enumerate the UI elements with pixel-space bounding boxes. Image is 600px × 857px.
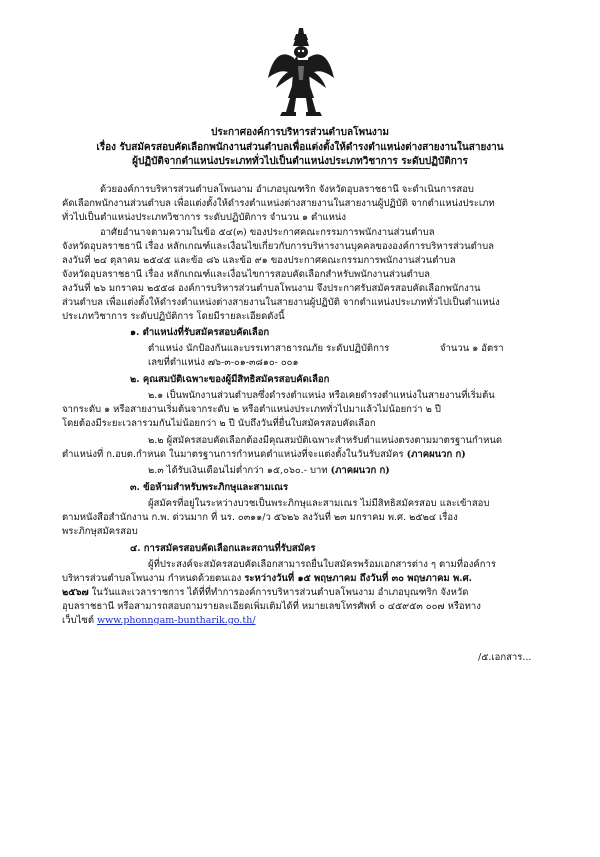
position-number: เลขที่ตำแหน่ง ๗๖-๓-๐๑-๓๘๑๐- ๐๐๑ <box>148 357 299 368</box>
intro-line-3: ทั่วไปเป็นตำแหน่งประเภทวิชาการ ระดับปฏิบัติการ จำนวน ๑ ตำแหน่ง <box>62 212 347 223</box>
monk-restriction-line-3: พระภิกษุสมัครสอบ <box>62 526 138 537</box>
announcement-title: ประกาศองค์การบริหารส่วนตำบลโพนงาม <box>210 127 390 138</box>
intro-line-1: ด้วยองค์การบริหารส่วนตำบลโพนงาม อำเภอบุณฑริก จังหวัดอุบลราชธานี จะดำเนินการสอบ <box>100 184 474 195</box>
website-link[interactable]: www.phonngam-buntharik.go.th/ <box>97 615 256 626</box>
application-line-5: เว็บไซต์ www.phonngam-buntharik.go.th/ <box>62 615 256 626</box>
continuation-marker: /๕.เอกสาร... <box>478 652 532 663</box>
authority-line-6: ส่วนตำบล เพื่อแต่งตั้งให้ดำรงตำแหน่งต่างสายงานในสายงานผู้ปฏิบัติ จากตำแหน่งประเภททั่วไปเป็นตำแหน่ง <box>62 297 500 308</box>
application-line-2: บริหารส่วนตำบลโพนงาม กำหนดด้วยตนเอง ระหว่างวันที่ ๑๕ พฤษภาคม ถึงวันที่ ๓๐ พฤษภาคม พ.ศ. <box>62 573 472 584</box>
authority-line-7: ประเภทวิชาการ ระดับปฏิบัติการ โดยมีรายละเอียดดังนี้ <box>62 311 285 322</box>
monk-restriction-line-1: ผู้สมัครที่อยู่ในระหว่างบวชเป็นพระภิกษุและสามเณร ไม่มีสิทธิสมัครสอบ และเข้าสอบ <box>148 498 490 509</box>
monk-restriction-line-2: ตามหนังสือสำนักงาน ก.พ. ด่วนมาก ที่ นร. ๐๓๑๑/ว ๕๖๒๖ ลงวันที่ ๒๓ มกราคม พ.ศ. ๒๕๒๔ เรื่อง <box>62 512 458 523</box>
authority-line-3: ลงวันที่ ๒๔ ตุลาคม ๒๕๔๕ และข้อ ๘๖ และข้อ ๙๑ ของประกาศคณะกรรมการพนักงานส่วนตำบล <box>62 255 456 266</box>
application-period: ระหว่างวันที่ ๑๕ พฤษภาคม ถึงวันที่ ๓๐ พฤษภาคม พ.ศ. <box>244 573 472 584</box>
position-count: จำนวน ๑ อัตรา <box>440 343 504 354</box>
qualification-2-line-2: ตำแหน่งที่ ก.อบต.กำหนด ในมาตรฐานการกำหนดตำแหน่งที่จะแต่งตั้งในวันรับสมัคร (ภาคผนวก ก) <box>62 449 466 460</box>
subject-line-1: เรื่อง รับสมัครสอบคัดเลือกพนักงานส่วนตำบลเพื่อแต่งตั้งให้ดำรงตำแหน่งต่างสายงานในสายงาน <box>96 142 504 153</box>
section-3-heading: ๓. ข้อห้ามสำหรับพระภิกษุและสามเณร <box>130 482 289 493</box>
intro-line-2: คัดเลือกพนักงานส่วนตำบล เพื่อแต่งตั้งให้ดำรงตำแหน่งต่างสายงานในสายงานผู้ปฏิบัติ จากตำแหน่งประเภท <box>62 198 495 209</box>
application-line-4: อุบลราชธานี หรือสามารถสอบถามรายละเอียดเพิ่มเติมได้ที่ หมายเลขโทรศัพท์ ๐ ๔๕๙๕๓ ๐๐๗ หรือทาง <box>62 601 481 612</box>
header-divider <box>170 168 430 169</box>
garuda-emblem-icon <box>266 26 336 118</box>
appendix-ref: (ภาคผนวก ก) <box>330 465 390 476</box>
qualification-3: ๒.๓ ได้รับเงินเดือนไม่ต่ำกว่า ๑๕,๐๖๐.- บาท (ภาคผนวก ก) <box>148 465 390 476</box>
authority-line-4: จังหวัดอุบลราชธานี เรื่อง หลักเกณฑ์และเงื่อนไขการสอบคัดเลือกสำหรับพนักงานส่วนตำบล <box>62 269 430 280</box>
qualification-1-line-1: ๒.๑ เป็นพนักงานส่วนตำบลซึ่งดำรงตำแหน่ง หรือเคยดำรงตำแหน่งในสายงานที่เริ่มต้น <box>148 390 495 401</box>
authority-line-2: จังหวัดอุบลราชธานี เรื่อง หลักเกณฑ์และเงื่อนไขเกี่ยวกับการบริหารงานบุคคลขององค์การบริหารส่วนตำบล <box>62 241 494 252</box>
section-2-heading: ๒. คุณสมบัติเฉพาะของผู้มีสิทธิสมัครสอบคัดเลือก <box>130 374 330 385</box>
qualification-2-line-1: ๒.๒ ผู้สมัครสอบคัดเลือกต้องมีคุณสมบัติเฉพาะสำหรับตำแหน่งตรงตามมาตรฐานกำหนด <box>148 435 503 446</box>
subject-line-2: ผู้ปฏิบัติจากตำแหน่งประเภททั่วไปเป็นตำแหน่งประเภทวิชาการ ระดับปฏิบัติการ <box>132 156 468 167</box>
position-name: ตำแหน่ง นักป้องกันและบรรเทาสาธารณภัย ระดับปฏิบัติการ <box>148 343 390 354</box>
application-line-1: ผู้ที่ประสงค์จะสมัครสอบคัดเลือกสามารถยื่นใบสมัครพร้อมเอกสารต่าง ๆ ตามที่องค์การ <box>148 559 496 570</box>
authority-line-5: ลงวันที่ ๒๖ มกราคม ๒๕๕๘ องค์การบริหารส่วนตำบลโพนงาม จึงประกาศรับสมัครสอบคัดเลือกพนักงาน <box>62 283 481 294</box>
qualification-1-line-2: จากระดับ ๑ หรือสายงานเริ่มต้นจากระดับ ๒ หรือตำแหน่งประเภททั่วไปมาแล้วไม่น้อยกว่า ๒ ปี <box>62 404 441 415</box>
application-line-3: ๒๕๖๗ ในวันและเวลาราชการ ได้ที่ที่ทำการองค์การบริหารส่วนตำบลโพนงาม อำเภอบุณฑริก จังหวัด <box>62 587 469 598</box>
qualification-1-line-3: โดยต้องมีระยะเวลารวมกันไม่น้อยกว่า ๒ ปี นับถึงวันที่ยื่นใบสมัครสอบคัดเลือก <box>62 418 376 429</box>
section-4-heading: ๔. การสมัครสอบคัดเลือกและสถานที่รับสมัคร <box>130 543 316 554</box>
authority-line-1: อาศัยอำนาจตามความในข้อ ๕๔(๓) ของประกาศคณะกรรมการพนักงานส่วนตำบล <box>100 227 435 238</box>
appendix-ref: (ภาคผนวก ก) <box>406 449 466 460</box>
section-1-heading: ๑. ตำแหน่งที่รับสมัครสอบคัดเลือก <box>130 327 270 338</box>
